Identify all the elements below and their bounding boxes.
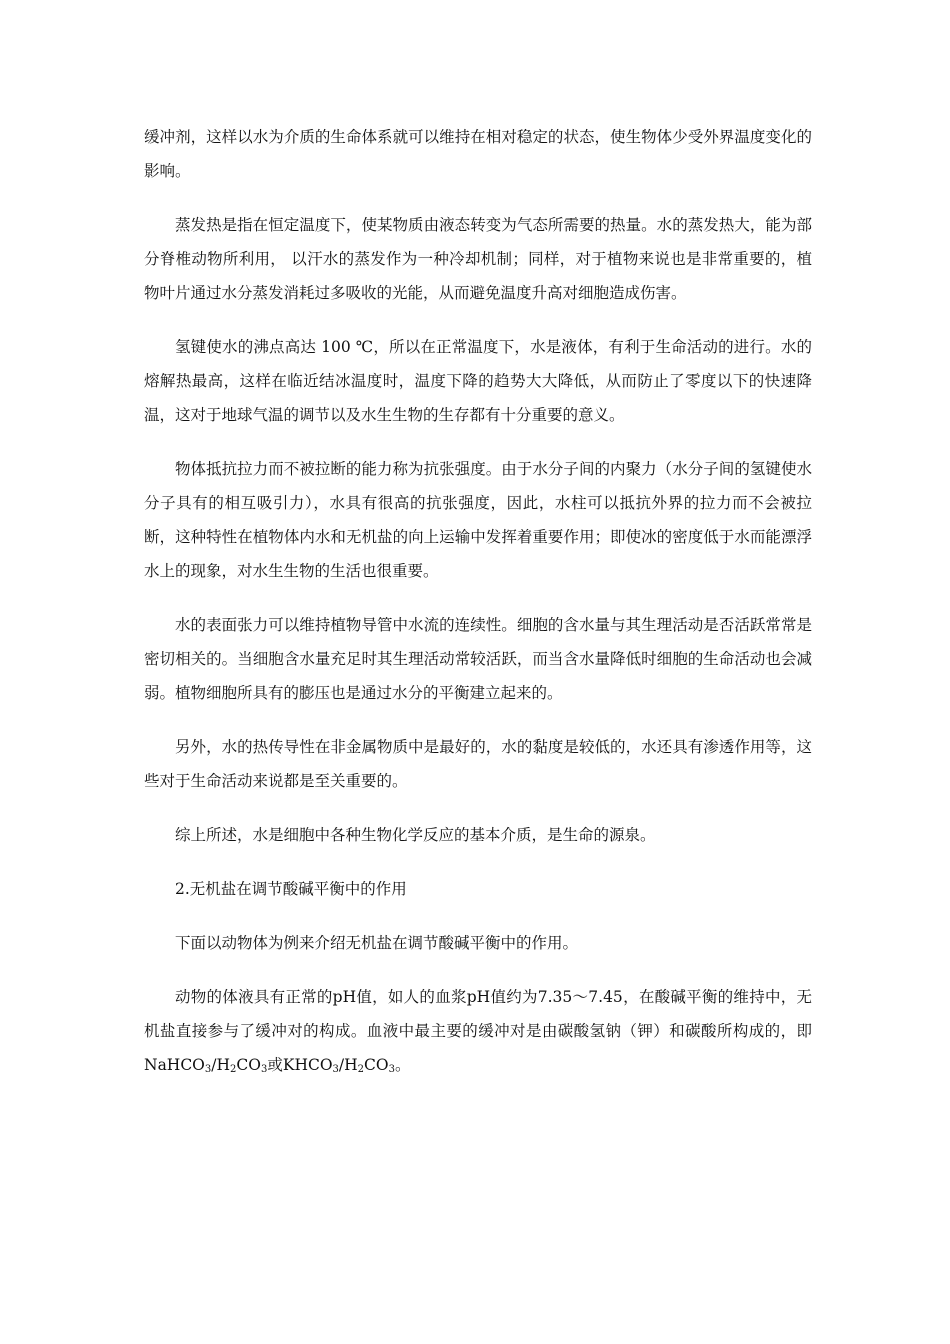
paragraph-hydrogen-bond: 氢键使水的沸点高达 100 ℃，所以在正常温度下，水是液体，有利于生命活动的进行。水的熔解热最高，这样在临近结冰温度时，温度下降的趋势大大降低，从而防止了零度以下的快速降温，这对于地球气温的调节以及水生生物的生存都有十分重要的意义。 [144, 338, 812, 424]
paragraph-buffer: 缓冲剂，这样以水为介质的生命体系就可以维持在相对稳定的状态，使生物体少受外界温度变化的影响。 [144, 128, 812, 180]
paragraph-acid-base [144, 980, 812, 1082]
paragraph-summary: 综上所述，水是细胞中各种生物化学反应的基本介质，是生命的源泉。 [175, 826, 656, 844]
formula-khco3: $KHCO_3/H_2CO_3$ [282, 1056, 395, 1075]
paragraph-end-punctuation: 。 [394, 1056, 411, 1074]
paragraph-heat-conduction: 另外，水的热传导性在非金属物质中是最好的，水的黏度是较低的，水还具有渗透作用等，这些对于生命活动来说都是至关重要的。 [144, 738, 812, 790]
acid-base-text: 动物的体液具有正常的pH值，如人的血浆pH值约为7.35～7.45，在酸碱平衡的维持中，无机盐直接参与了缓冲对的构成。血液中最主要的缓冲对是由碳酸氢钠（钾）和碳酸所构成的，即 [144, 988, 812, 1040]
section-heading: 2.无机盐在调节酸碱平衡中的作用 [175, 880, 407, 898]
paragraph-intro: 下面以动物体为例来介绍无机盐在调节酸碱平衡中的作用。 [175, 934, 579, 952]
paragraph-evaporation-heat: 蒸发热是指在恒定温度下，使某物质由液态转变为气态所需要的热量。水的蒸发热大，能为部分脊椎动物所利用， 以汗水的蒸发作为一种冷却机制；同样，对于植物来说也是非常重要的，植物叶片通过水分蒸发消耗过多吸收的光能，从而避免温度升高对细胞造成伤害。 [144, 216, 812, 302]
formula-nahco3: $NaHCO_3/H_2CO_3$ [144, 1056, 268, 1075]
formula-connector: 或 [267, 1056, 283, 1074]
paragraph-surface-tension: 水的表面张力可以维持植物导管中水流的连续性。细胞的含水量与其生理活动是否活跃常常是密切相关的。当细胞含水量充足时其生理活动常较活跃，而当含水量降低时细胞的生命活动也会减弱。植物细胞所具有的膨压也是通过水分的平衡建立起来的。 [144, 616, 812, 702]
document-page [144, 120, 812, 1102]
paragraph-tensile-strength: 物体抵抗拉力而不被拉断的能力称为抗张强度。由于水分子间的内聚力（水分子间的氢键使水分子具有的相互吸引力），水具有很高的抗张强度，因此，水柱可以抵抗外界的拉力而不会被拉断，这种特性在植物体内水和无机盐的向上运输中发挥着重要作用；即使冰的密度低于水而能漂浮水上的现象，对水生生物的生活也很重要。 [144, 460, 812, 580]
